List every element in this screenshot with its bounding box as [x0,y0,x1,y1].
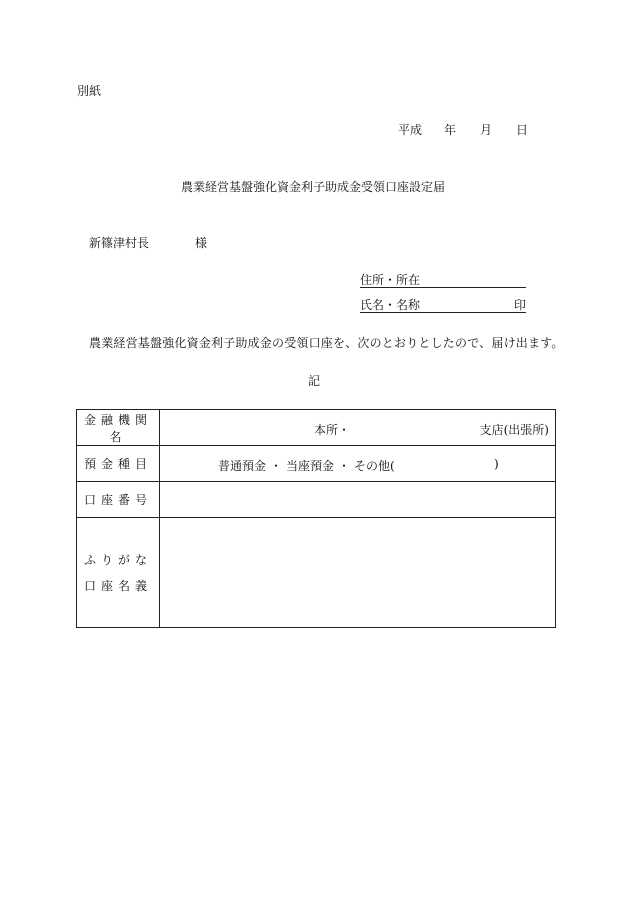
bank-name-label: 金融機関名 [77,410,160,446]
name-label: 氏名・名称 [360,298,421,312]
table-row [77,446,556,482]
document-title-text: 農業経営基盤強化資金利子助成金受領口座設定届 [180,180,445,194]
table-row [77,518,556,628]
date-year: 年 [444,123,457,137]
bank-account-table [76,409,556,628]
deposit-option-other[interactable]: その他( [354,459,395,473]
statement-text: 農業経営基盤強化資金利子助成金の受領口座を、次のとおりとしたので、届け出ます。 [89,336,564,350]
deposit-type-options [218,457,395,474]
table-row [77,482,556,518]
recipient-honorific: 様 [195,236,208,250]
seal-mark: 印 [513,298,526,312]
deposit-other-close: ) [494,457,499,471]
address-label: 住所・所在 [360,273,421,287]
holder-label: 口座名義 [83,578,152,593]
account-number-label: 口座番号 [77,482,160,518]
table-row [77,410,556,446]
attachment-label: 別紙 [77,84,102,98]
bank-branch-office: 支店(出張所) [479,423,549,437]
furigana-label: ふりがな [83,552,152,567]
document-title [0,180,630,194]
account-number-cell[interactable] [160,482,556,518]
option-separator: ・ [338,459,351,473]
account-holder-cell[interactable] [160,518,556,628]
deposit-type-label: 預金種目 [77,446,160,482]
account-holder-label [77,518,160,628]
recipient-name: 新篠津村長 [89,236,150,250]
date-month: 月 [480,123,493,137]
note-mark [0,374,630,388]
submission-date [398,123,528,137]
address-field[interactable] [360,273,526,288]
date-day: 日 [516,123,529,137]
bank-name-cell[interactable] [160,410,556,446]
deposit-option-ordinary[interactable]: 普通預金 [218,459,267,473]
deposit-option-current[interactable]: 当座預金 [286,459,335,473]
name-field[interactable] [360,298,526,313]
deposit-type-cell[interactable] [160,446,556,482]
recipient [89,236,208,250]
date-era: 平成 [398,123,423,137]
bank-main-office: 本所・ [314,423,351,437]
option-separator: ・ [270,459,283,473]
note-mark-text: 記 [307,374,320,388]
